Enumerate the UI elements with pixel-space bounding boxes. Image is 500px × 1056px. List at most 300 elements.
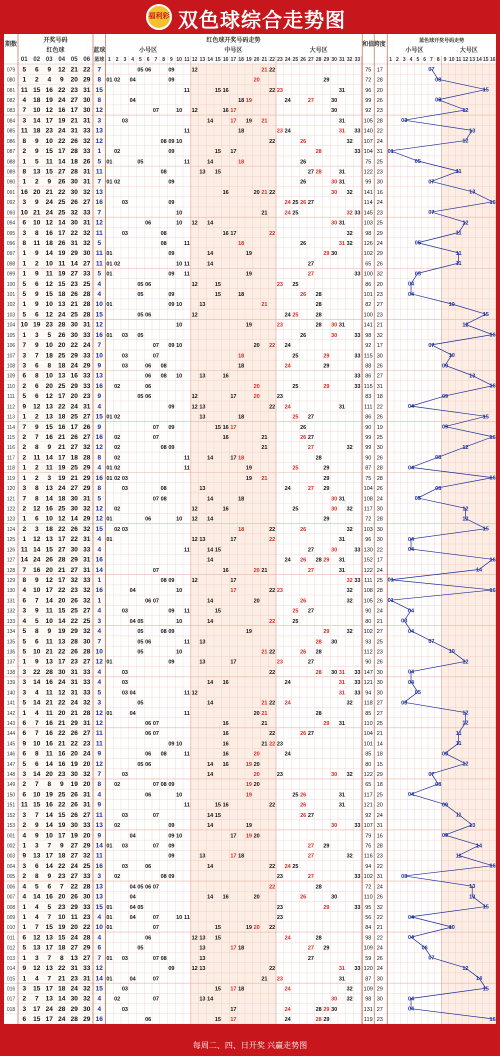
red-trend-mark: 26 <box>300 240 307 247</box>
blue-number: 15 <box>95 311 103 319</box>
blue-number: 3 <box>97 617 102 625</box>
span-value: 28 <box>376 77 383 84</box>
blue-trend-mark: 05 <box>414 690 421 697</box>
red-number: 5 <box>34 883 39 891</box>
red-number: 7 <box>22 495 27 503</box>
red-trend-mark: 33 <box>354 271 361 278</box>
red-number: 17 <box>58 658 66 666</box>
red-number: 4 <box>22 587 27 595</box>
red-number: 18 <box>45 525 53 533</box>
blue-axis-tick: 4 <box>409 57 413 63</box>
red-number: 26 <box>70 434 78 442</box>
red-number: 25 <box>58 382 66 390</box>
red-trend-mark: 04 <box>129 77 136 84</box>
red-trend-mark: 23 <box>276 659 283 666</box>
red-trend-mark: 09 <box>168 577 175 584</box>
red-trend-mark: 09 <box>168 292 175 299</box>
red-number: 22 <box>58 137 66 145</box>
red-trend-mark: 05 <box>137 700 144 707</box>
red-number: 29 <box>83 362 91 370</box>
red-trend-mark: 28 <box>315 455 322 462</box>
blue-trend-mark: 07 <box>428 179 435 186</box>
red-trend-mark: 26 <box>300 424 307 431</box>
red-trend-mark: 14 <box>207 700 214 707</box>
red-number: 26 <box>58 178 66 186</box>
span-value: 14 <box>376 741 383 748</box>
blue-number: 11 <box>95 168 103 176</box>
red-number: 8 <box>22 168 27 176</box>
blue-trend-mark: 16 <box>489 1016 496 1023</box>
red-trend-mark: 23 <box>276 281 283 288</box>
red-number: 12 <box>45 107 53 115</box>
red-number: 33 <box>83 668 91 676</box>
red-number: 5 <box>22 311 27 319</box>
red-number: 6 <box>22 372 27 380</box>
red-number: 22 <box>58 862 66 870</box>
red-trend-mark: 07 <box>152 496 159 503</box>
blue-number: 12 <box>95 444 103 452</box>
red-trend-mark: 22 <box>269 138 276 145</box>
period-label: 122 <box>6 506 16 513</box>
red-number: 6 <box>47 883 52 891</box>
red-number: 3 <box>34 954 39 962</box>
red-number: 23 <box>83 393 91 401</box>
red-trend-mark: 30 <box>331 894 338 901</box>
red-number: 16 <box>45 893 53 901</box>
red-number: 9 <box>47 628 52 636</box>
red-trend-mark: 27 <box>307 608 314 615</box>
red-trend-mark: 24 <box>284 486 291 493</box>
period-label: 081 <box>6 87 16 94</box>
red-trend-mark: 01 <box>106 261 113 268</box>
red-number: 26 <box>58 331 66 339</box>
red-number: 10 <box>58 914 66 922</box>
red-number: 33 <box>83 679 91 687</box>
blue-trend-mark: 08 <box>435 782 442 788</box>
red-trend-mark: 17 <box>230 537 237 544</box>
red-trend-mark: 24 <box>284 210 291 217</box>
red-number: 15 <box>58 280 66 288</box>
blue-number: 4 <box>97 791 102 799</box>
sum-value: 105 <box>363 598 373 605</box>
red-trend-mark: 06 <box>145 312 152 319</box>
blue-trend-mark: 07 <box>428 210 435 217</box>
span-header: 跨度 <box>373 42 386 48</box>
red-trend-mark: 31 <box>338 557 345 564</box>
red-number: 22 <box>58 525 66 533</box>
blue-number: 14 <box>95 566 103 574</box>
period-label: 132 <box>6 608 16 615</box>
red-number: 25 <box>70 413 78 421</box>
red-trend-mark: 11 <box>183 271 190 278</box>
span-value: 32 <box>376 332 383 339</box>
red-number: 7 <box>34 597 39 605</box>
red-trend-mark: 20 <box>253 383 260 390</box>
red-trend-mark: 14 <box>207 761 214 768</box>
red-number: 31 <box>83 719 91 727</box>
blue-trend-mark: 04 <box>407 291 415 298</box>
blue-trend-mark: 12 <box>462 138 469 145</box>
red-trend-mark: 18 <box>238 945 245 952</box>
sum-value: 94 <box>365 863 372 870</box>
red-trend-mark: 23 <box>276 976 283 983</box>
red-trend-mark: 04 <box>129 976 136 983</box>
red-number: 9 <box>34 423 39 431</box>
blue-number: 12 <box>95 505 103 513</box>
red-trend-mark: 13 <box>199 639 206 646</box>
red-number: 20 <box>58 709 66 717</box>
red-trend-mark: 06 <box>145 67 152 74</box>
period-label: 152 <box>6 812 16 819</box>
red-trend-mark: 05 <box>137 281 144 288</box>
period-label: 115 <box>7 435 15 442</box>
red-axis-tick: 30 <box>331 57 337 63</box>
red-number: 26 <box>70 525 78 533</box>
red-number: 7 <box>34 781 39 789</box>
red-number: 22 <box>58 587 66 595</box>
red-trend-mark: 32 <box>346 138 353 145</box>
red-axis-tick: 3 <box>123 57 127 63</box>
red-trend-mark: 24 <box>284 97 291 104</box>
blue-trend-mark: 13 <box>469 189 476 196</box>
blue-number: 16 <box>95 556 103 564</box>
red-trend-mark: 17 <box>230 659 237 666</box>
red-number: 16 <box>58 107 66 115</box>
red-trend-mark: 28 <box>315 557 322 564</box>
span-value: 30 <box>376 526 383 533</box>
red-axis-tick: 8 <box>162 57 166 63</box>
blue-number: 12 <box>95 658 103 666</box>
sum-value: 107 <box>363 823 373 830</box>
red-trend-mark: 14 <box>207 680 214 687</box>
red-trend-mark: 24 <box>284 700 291 707</box>
blue-trend-mark: 09 <box>441 363 449 370</box>
red-axis-tick: 1 <box>107 57 111 63</box>
red-trend-mark: 01 <box>106 537 113 544</box>
span-value: 30 <box>376 690 383 697</box>
red-trend-mark: 25 <box>292 618 299 625</box>
red-axis-tick: 21 <box>261 57 268 63</box>
red-trend-mark: 15 <box>214 292 221 299</box>
sum-value: 99 <box>365 97 372 104</box>
red-number: 31 <box>70 127 78 135</box>
red-number: 5 <box>22 760 27 768</box>
red-number: 26 <box>70 893 78 901</box>
red-number: 30 <box>70 771 78 779</box>
period-label: 083 <box>6 108 16 115</box>
blue-trend-mark: 11 <box>455 230 462 237</box>
red-number: 28 <box>83 311 91 319</box>
blue-number: 12 <box>95 137 103 145</box>
red-axis-tick: 15 <box>215 57 221 63</box>
red-trend-mark: 17 <box>230 577 237 584</box>
red-number: 29 <box>70 628 78 636</box>
span-value: 24 <box>376 138 383 145</box>
blue-trend-mark: 16 <box>489 383 496 390</box>
blue-number: 10 <box>95 301 103 309</box>
red-number: 22 <box>70 342 78 350</box>
red-trend-mark: 11 <box>183 710 190 717</box>
span-value: 30 <box>376 537 383 544</box>
period-label: 126 <box>6 547 16 554</box>
period-label: 006 <box>6 884 16 891</box>
red-trend-mark: 30 <box>331 506 338 513</box>
period-label: 080 <box>6 77 16 84</box>
red-trend-mark: 14 <box>207 823 214 830</box>
red-trend-mark: 31 <box>338 496 345 503</box>
red-trend-mark: 06 <box>145 383 152 390</box>
red-number: 30 <box>70 219 78 227</box>
red-number: 33 <box>83 689 91 697</box>
red-number: 16 <box>45 740 53 748</box>
red-number: 11 <box>45 709 53 717</box>
blue-number: 13 <box>95 372 103 380</box>
blue-number: 16 <box>95 199 103 207</box>
red-number: 28 <box>70 638 78 646</box>
red-trend-mark: 17 <box>230 945 237 952</box>
red-trend-mark: 17 <box>230 455 237 462</box>
span-value: 32 <box>376 904 383 911</box>
sum-value: 109 <box>363 986 373 993</box>
red-number: 8 <box>22 137 27 145</box>
red-number: 27 <box>83 607 91 615</box>
red-number: 13 <box>33 852 41 860</box>
red-trend-mark: 04 <box>129 894 136 901</box>
red-trend-mark: 03 <box>121 526 128 533</box>
red-trend-mark: 11 <box>183 915 190 922</box>
blue-trend-mark: 01 <box>387 598 394 605</box>
red-trend-mark: 07 <box>152 731 159 738</box>
red-trend-mark: 25 <box>292 414 299 421</box>
red-trend-mark: 14 <box>207 557 214 564</box>
blue-trend-mark: 12 <box>462 220 469 227</box>
red-number: 27 <box>83 260 91 268</box>
red-number: 10 <box>45 260 53 268</box>
red-number: 29 <box>83 485 91 493</box>
red-trend-mark: 14 <box>207 996 214 1003</box>
sum-value: 80 <box>365 618 372 625</box>
blue-number: 10 <box>95 648 103 656</box>
red-number: 6 <box>34 760 39 768</box>
red-number: 14 <box>45 495 53 503</box>
red-number: 22 <box>58 403 66 411</box>
red-number: 30 <box>70 495 78 503</box>
red-number: 17 <box>58 576 66 584</box>
span-value: 22 <box>376 935 383 942</box>
red-trend-mark: 15 <box>214 169 221 176</box>
span-value: 21 <box>376 731 383 738</box>
red-number: 5 <box>22 280 27 288</box>
span-value: 23 <box>376 169 383 176</box>
red-trend-mark: 22 <box>269 189 276 196</box>
period-label: 137 <box>6 659 16 666</box>
red-number: 29 <box>70 903 78 911</box>
red-number: 21 <box>58 566 66 574</box>
red-trend-mark: 18 <box>238 159 245 166</box>
red-trend-mark: 03 <box>121 1006 128 1013</box>
red-number: 32 <box>83 587 91 595</box>
red-trend-mark: 27 <box>307 567 314 574</box>
blue-trend-mark: 04 <box>407 996 415 1003</box>
red-trend-mark: 03 <box>121 475 128 482</box>
span-value: 23 <box>376 210 383 217</box>
red-number: 18 <box>33 127 41 135</box>
red-number: 4 <box>22 883 27 891</box>
red-number: 4 <box>34 975 39 983</box>
red-number: 33 <box>83 331 91 339</box>
red-trend-mark: 01 <box>106 915 113 922</box>
blue-trend-mark: 08 <box>435 455 442 462</box>
period-label: 147 <box>6 761 16 768</box>
span-value: 31 <box>376 874 383 881</box>
blue-trend-mark: 09 <box>441 424 449 431</box>
span-value: 22 <box>376 404 383 411</box>
span-value: 26 <box>376 894 383 901</box>
red-trend-mark: 14 <box>207 159 214 166</box>
red-number: 6 <box>34 862 39 870</box>
red-number: 15 <box>33 985 41 993</box>
red-trend-mark: 09 <box>168 77 175 84</box>
blue-trend-mark: 10 <box>448 302 455 308</box>
red-trend-mark: 11 <box>183 128 190 135</box>
red-trend-mark: 17 <box>230 1017 237 1024</box>
red-number: 13 <box>58 638 66 646</box>
blue-number: 11 <box>95 250 103 258</box>
red-number: 23 <box>70 280 78 288</box>
red-number: 26 <box>58 239 66 247</box>
span-value: 24 <box>376 884 383 891</box>
blue-group-header: 蓝球 <box>93 48 106 54</box>
red-number: 2 <box>22 505 27 513</box>
red-trend-mark: 19 <box>245 465 252 472</box>
red-axis-tick: 14 <box>207 57 213 63</box>
red-trend-mark: 26 <box>300 526 307 533</box>
red-trend-mark: 16 <box>222 506 229 513</box>
red-number: 16 <box>58 760 66 768</box>
span-value: 23 <box>376 649 383 656</box>
sum-value: 104 <box>363 731 373 738</box>
red-number: 13 <box>45 536 53 544</box>
red-trend-mark: 32 <box>346 588 353 595</box>
red-trend-mark: 30 <box>331 547 338 554</box>
blue-axis-tick: 9 <box>443 57 447 63</box>
red-number: 12 <box>58 66 66 74</box>
red-number: 16 <box>70 372 78 380</box>
period-label: 005 <box>6 874 16 881</box>
red-number: 14 <box>45 597 53 605</box>
red-axis-tick: 27 <box>308 57 314 63</box>
blue-axis-tick: 16 <box>489 57 496 63</box>
red-trend-mark: 11 <box>183 455 190 462</box>
red-trend-mark: 08 <box>160 486 167 493</box>
period-label: 113 <box>7 414 15 421</box>
red-trend-mark: 14 <box>207 455 214 462</box>
red-trend-mark: 31 <box>338 966 345 973</box>
red-number: 16 <box>45 434 53 442</box>
red-trend-mark: 20 <box>253 343 260 350</box>
blue-trend-mark: 13 <box>469 884 476 891</box>
span-value: 26 <box>376 598 383 605</box>
red-trend-mark: 04 <box>129 884 136 891</box>
blue-number: 4 <box>97 668 102 676</box>
sum-value: 86 <box>365 373 372 380</box>
red-trend-mark: 01 <box>106 475 113 482</box>
red-number: 17 <box>45 852 53 860</box>
red-number: 3 <box>22 117 27 125</box>
blue-trend-mark: 15 <box>482 986 489 993</box>
red-trend-mark: 10 <box>176 649 183 656</box>
red-trend-mark: 30 <box>331 322 338 329</box>
red-number: 31 <box>83 975 91 983</box>
red-number: 14 <box>58 995 66 1003</box>
red-trend-mark: 30 <box>331 220 338 227</box>
span-value: 30 <box>376 506 383 513</box>
red-number: 11 <box>70 914 78 922</box>
span-value: 31 <box>376 149 383 156</box>
red-axis-tick: 9 <box>169 57 173 63</box>
red-number: 19 <box>58 270 66 278</box>
red-trend-mark: 09 <box>168 179 175 186</box>
red-number: 1 <box>22 954 27 962</box>
red-trend-mark: 06 <box>145 1017 152 1024</box>
red-trend-mark: 13 <box>199 945 206 952</box>
period-label: 128 <box>6 567 16 574</box>
period-label: 129 <box>6 577 16 584</box>
red-trend-mark: 08 <box>160 363 167 370</box>
red-trend-mark: 33 <box>354 332 361 339</box>
red-trend-mark: 20 <box>253 761 260 768</box>
red-trend-mark: 10 <box>176 516 183 523</box>
red-col-label: 01 <box>20 57 28 63</box>
red-col-label: 06 <box>83 57 91 63</box>
red-trend-mark: 31 <box>338 690 345 697</box>
red-trend-mark: 10 <box>176 618 183 625</box>
red-trend-mark: 11 <box>183 639 190 646</box>
red-trend-mark: 19 <box>245 475 252 482</box>
red-number: 14 <box>33 771 41 779</box>
red-number: 33 <box>83 352 91 360</box>
red-number: 16 <box>45 679 53 687</box>
blue-col-label: 蓝球 <box>94 57 105 63</box>
red-trend-mark: 20 <box>253 925 260 932</box>
red-number: 9 <box>34 270 39 278</box>
blue-number: 9 <box>97 832 102 840</box>
red-number: 13 <box>45 965 53 973</box>
red-number: 22 <box>33 668 41 676</box>
trend-chart-area <box>4 34 496 1024</box>
red-number: 28 <box>70 1016 78 1024</box>
sum-value: 147 <box>363 669 373 676</box>
period-label: 131 <box>6 598 16 605</box>
blue-number: 9 <box>97 423 102 431</box>
blue-number: 16 <box>95 474 103 482</box>
red-number: 27 <box>70 873 78 881</box>
period-label: 139 <box>6 680 16 687</box>
red-trend-mark: 27 <box>307 945 314 952</box>
red-trend-mark: 32 <box>346 996 353 1003</box>
red-number: 3 <box>47 474 52 482</box>
red-axis-tick: 32 <box>346 57 353 63</box>
red-number: 16 <box>45 229 53 237</box>
red-number: 9 <box>22 403 27 411</box>
red-trend-mark: 22 <box>269 649 276 656</box>
span-value: 18 <box>376 394 383 401</box>
red-trend-mark: 05 <box>137 629 144 636</box>
red-number: 20 <box>83 781 91 789</box>
red-trend-mark: 10 <box>176 792 183 799</box>
red-trend-mark: 32 <box>346 598 353 605</box>
red-trend-mark: 21 <box>261 445 268 452</box>
